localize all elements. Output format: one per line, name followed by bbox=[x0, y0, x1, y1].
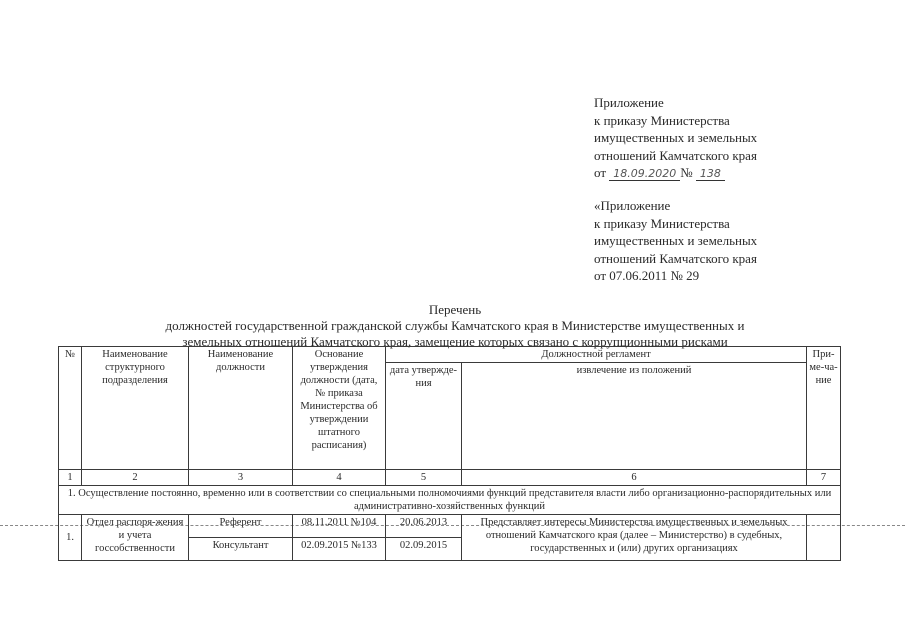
header-num: № bbox=[59, 347, 82, 470]
heading-line: должностей государственной гражданской службы Камчатского края в Министерстве имущественных и bbox=[165, 318, 745, 333]
regulation-extract: Представляет интересы Министерства имущественных и земельных отношений Камчатского края (далее – Министерство) в судебных, государственных и (или) других организациях bbox=[462, 515, 807, 561]
date-prefix: от bbox=[594, 165, 607, 180]
regulation-date: 02.09.2015 bbox=[386, 538, 462, 561]
appendix-line: имущественных и земельных bbox=[594, 130, 758, 145]
header-regulation: Должностной регламент bbox=[386, 347, 807, 363]
appendix-line: к приказу Министерства bbox=[594, 112, 730, 128]
table-row bbox=[59, 515, 841, 538]
appendix-order-block bbox=[594, 94, 894, 183]
heading-title: Перечень bbox=[428, 302, 482, 317]
appendix-line: от 07.06.2011 № 29 bbox=[594, 268, 700, 283]
column-number: 5 bbox=[386, 470, 462, 486]
structural-unit: Отдел распоря-жения и учета госсобственности bbox=[82, 515, 189, 561]
header-position: Наименование должности bbox=[189, 347, 293, 470]
handwritten-date: 18.09.2020 bbox=[609, 167, 680, 181]
column-number: 3 bbox=[189, 470, 293, 486]
column-number: 7 bbox=[807, 470, 841, 486]
position-name: Референт bbox=[189, 515, 293, 538]
approval-basis: 02.09.2015 №133 bbox=[293, 538, 386, 561]
header-basis: Основание утверждения должности (дата, № приказа Министерства об утверждении штатного расписания) bbox=[293, 347, 386, 470]
approval-basis: 08.11.2011 №104 bbox=[293, 515, 386, 538]
section-row bbox=[59, 486, 841, 515]
appendix-original-block bbox=[594, 197, 894, 285]
header-unit: Наименование структурного подразделения bbox=[82, 347, 189, 470]
position-name: Консультант bbox=[189, 538, 293, 561]
note-cell bbox=[807, 515, 841, 561]
header-row bbox=[59, 347, 841, 363]
header-note: При-ме-ча-ние bbox=[807, 347, 841, 470]
appendix-line: Приложение bbox=[594, 95, 664, 110]
heading-line: земельных отношений Камчатского края, замещение которых связано с коррупционными рисками bbox=[182, 334, 728, 349]
header-reg-extract: извлечение из положений bbox=[462, 363, 807, 470]
column-number-row bbox=[59, 470, 841, 486]
document-heading bbox=[100, 302, 810, 350]
appendix-line: «Приложение bbox=[594, 198, 671, 213]
appendix-line: имущественных и земельных bbox=[594, 233, 758, 248]
section-title: 1. Осуществление постоянно, временно или в соответствии со специальными полномочиями функций представителя власти либо организационно-распорядительных или административно-хозяйственных функций bbox=[59, 486, 841, 515]
appendix-line: отношений Камчатского края bbox=[594, 147, 757, 163]
column-number: 6 bbox=[462, 470, 807, 486]
column-number: 2 bbox=[82, 470, 189, 486]
appendix-date-line bbox=[594, 164, 894, 183]
appendix-line: к приказу Министерства bbox=[594, 215, 730, 231]
header-reg-date: дата утвержде-ния bbox=[386, 363, 462, 470]
positions-table bbox=[58, 346, 841, 561]
number-sign: № bbox=[680, 165, 693, 180]
handwritten-number: 138 bbox=[696, 167, 725, 181]
regulation-date: 20.06.2013 bbox=[386, 515, 462, 538]
column-number: 1 bbox=[59, 470, 82, 486]
column-number: 4 bbox=[293, 470, 386, 486]
appendix-line: отношений Камчатского края bbox=[594, 250, 757, 266]
row-number: 1. bbox=[59, 515, 82, 561]
